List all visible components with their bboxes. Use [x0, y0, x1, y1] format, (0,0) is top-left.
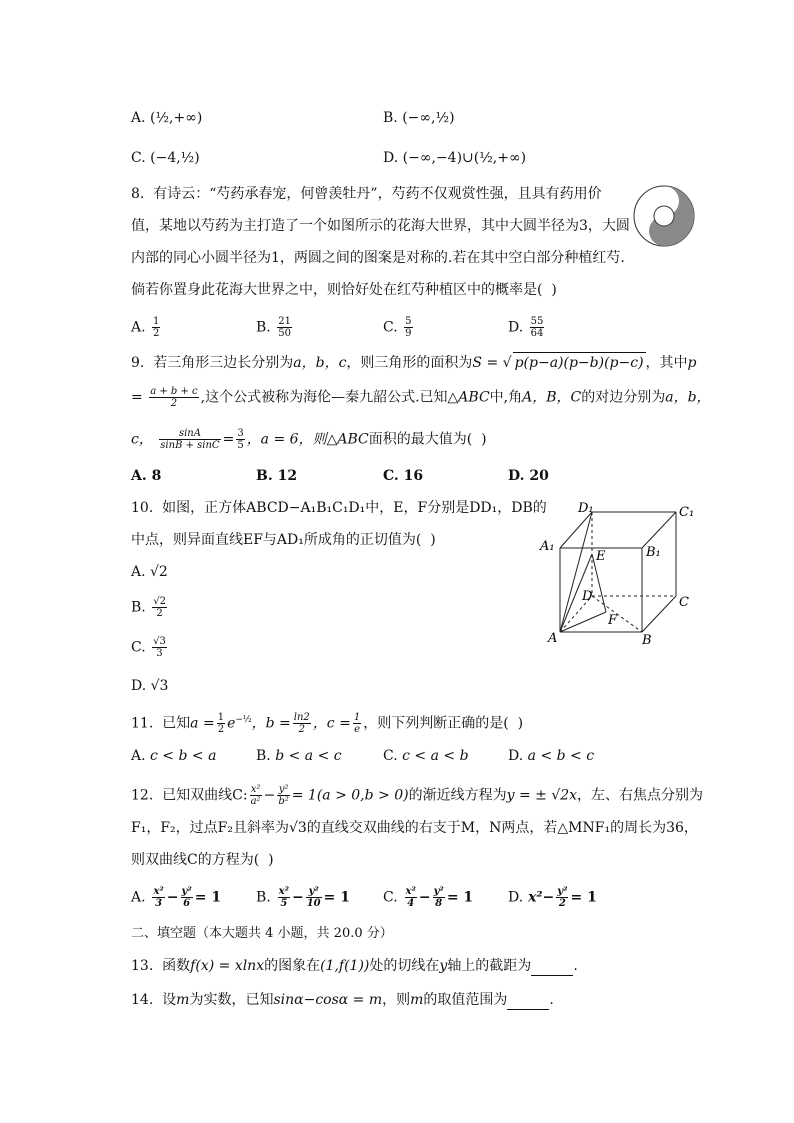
denominator: 64 — [530, 328, 544, 339]
q9-line-2 — [131, 386, 711, 409]
denominator: 4 — [407, 898, 415, 909]
q10-line-2: 中点，则异面直线EF与AD₁所成角的正切值为( ) — [131, 532, 436, 548]
denominator: e — [354, 724, 360, 736]
q9-option-b — [256, 466, 297, 486]
option-label: C. — [383, 468, 399, 484]
denominator: 2 — [558, 898, 566, 909]
numerator: 1 — [353, 712, 361, 724]
option-label: C. — [383, 319, 398, 336]
option-label: A. — [131, 564, 146, 580]
text: 的图象在 — [264, 958, 321, 974]
denominator: b² — [278, 796, 289, 807]
label-d: D — [582, 589, 593, 604]
math: f(x) = xlnx — [190, 958, 265, 974]
math: △ABC — [447, 389, 490, 406]
numerator: 1 — [217, 712, 225, 724]
numerator: 1 — [153, 316, 160, 327]
fraction — [159, 428, 220, 451]
text: . — [549, 992, 554, 1008]
option-label: B. — [256, 468, 273, 484]
label-c1: C₁ — [679, 505, 695, 520]
label-f: F — [608, 613, 618, 628]
math: a，b， — [665, 389, 711, 406]
numerator: x² — [278, 886, 289, 897]
denominator: 3 — [155, 898, 163, 909]
option-text: √2 — [150, 564, 168, 580]
numerator: √2 — [153, 596, 166, 607]
option-fraction — [404, 316, 412, 339]
q9-line-3 — [131, 428, 487, 451]
option-label: B. — [383, 110, 398, 126]
text: 面积的最大值为( ) — [368, 431, 487, 448]
q9-option-d — [508, 466, 549, 486]
numerator: sinA — [159, 428, 220, 440]
fraction — [149, 386, 198, 409]
label-a1: A₁ — [540, 539, 555, 554]
option-label: C. — [131, 639, 146, 656]
math: ，c = — [312, 715, 351, 732]
text: = — [131, 389, 143, 406]
fraction — [278, 886, 290, 909]
numerator: y² — [433, 886, 444, 897]
numerator: a + b + c — [150, 386, 198, 397]
q8-line-4: 倘若你置身此花海大世界之中，则恰好处在红芍种植区中的概率是( ) — [131, 282, 557, 298]
denominator: 2 — [170, 398, 178, 409]
text: 的渐近线方程为 — [408, 787, 507, 804]
q10-option-c — [131, 636, 169, 659]
text: ,这个公式被称为海伦—秦九韶公式.已知 — [200, 389, 448, 406]
q12-option-b: B. $\frac{\text{x²}}{5}$ − $\frac{\text{y²}}{10}$ = 1 — [256, 886, 350, 909]
option-label: A. — [131, 468, 147, 484]
q7-option-b — [383, 108, 455, 128]
denominator: 2 — [156, 608, 163, 619]
answer-blank[interactable] — [507, 995, 549, 1010]
label-d1: D₁ — [578, 501, 594, 516]
option-label: C. — [383, 748, 398, 764]
fraction — [217, 712, 225, 735]
text: 为实数，已知 — [189, 992, 274, 1008]
q9-option-c — [383, 466, 423, 486]
exponent: −½ — [235, 715, 252, 725]
option-label: C. — [131, 150, 146, 166]
numerator: y² — [306, 886, 322, 898]
q10-line-1: 10. 如图，正方体ABCD−A₁B₁C₁D₁中，E，F分别是DD₁，DB的 — [131, 500, 547, 516]
math: p — [687, 355, 697, 371]
denominator: 50 — [278, 328, 291, 339]
text: 11. 已知 — [131, 715, 191, 732]
option-label: C. — [383, 889, 398, 906]
numerator: y² — [278, 784, 289, 795]
option-text: a < b < c — [527, 748, 595, 764]
math: = 1(a > 0,b > 0) — [291, 787, 409, 804]
denominator: 3 — [156, 648, 163, 659]
text: 中,角 — [489, 389, 523, 406]
denominator: sinB + sinC — [160, 440, 220, 451]
numerator: √3 — [153, 636, 166, 647]
option-text: 8 — [151, 468, 162, 484]
fraction — [277, 784, 289, 807]
option-fraction — [277, 316, 292, 339]
text: 14. 设 — [131, 992, 177, 1008]
text: 处的切线在 — [369, 958, 440, 974]
option-text: 12 — [277, 468, 298, 484]
q10-option-d — [131, 676, 168, 696]
option-text: 20 — [529, 468, 549, 484]
option-label: D. — [508, 468, 525, 484]
text: = 1 — [570, 889, 597, 906]
flower-sea-figure — [632, 184, 696, 248]
numerator: 21 — [278, 316, 291, 327]
text: ，则下列判断正确的是( ) — [363, 715, 524, 732]
fraction — [250, 784, 262, 807]
text: − — [263, 787, 276, 804]
option-text: c < b < a — [150, 748, 217, 764]
numerator: ln2 — [293, 712, 310, 724]
denominator: 2 — [153, 328, 160, 339]
option-label: D. — [131, 678, 147, 694]
option-label: D. — [508, 889, 524, 906]
q8-option-a — [131, 316, 162, 339]
text: ，左、右焦点分别为 — [577, 787, 704, 804]
option-fraction — [152, 596, 167, 619]
numerator: 5 — [405, 316, 412, 327]
numerator: y² — [557, 886, 568, 897]
q9-option-a — [131, 466, 161, 486]
fraction — [306, 886, 322, 909]
text: 13. 函数 — [131, 958, 191, 974]
option-label: D. — [508, 748, 524, 764]
math: A，B，C — [522, 389, 582, 406]
denominator: 5 — [237, 440, 244, 451]
q8-line-1: 8. 有诗云：“芍药承春宠，何曾羡牡丹”，芍药不仅观赏性强，且具有药用价 — [131, 186, 602, 202]
math: S = — [472, 355, 503, 371]
option-text: 16 — [403, 468, 424, 484]
fraction — [236, 428, 244, 451]
cube-figure — [536, 496, 706, 652]
option-label: A. — [131, 889, 146, 906]
option-label: D. — [383, 150, 399, 166]
math: a，b，c — [293, 355, 347, 371]
math: ，a = 6，则 — [246, 431, 327, 448]
label-c: C — [679, 595, 689, 610]
math: x²− — [528, 889, 555, 906]
math: m — [176, 992, 190, 1008]
answer-blank[interactable] — [531, 961, 573, 976]
denominator: 2 — [217, 724, 225, 736]
denominator: 2 — [298, 724, 305, 736]
q12-line-3: 则双曲线C的方程为( ) — [131, 852, 274, 868]
option-text: (−∞,−4)∪(½,+∞) — [402, 150, 527, 166]
text: 9. 若三角形三边长分别为 — [131, 355, 294, 371]
math: y — [439, 958, 448, 974]
q12-option-c: C. $\frac{\text{x²}}{4}$ − $\frac{\text{y²}}{8}$ = 1 — [383, 886, 474, 909]
label-e: E — [596, 549, 606, 564]
option-label: A. — [131, 319, 146, 336]
fraction — [181, 886, 193, 909]
denominator: 8 — [435, 898, 443, 909]
option-text: c < a < b — [402, 748, 469, 764]
math: y = ± √2x — [506, 787, 578, 804]
option-text: b < a < c — [275, 748, 342, 764]
q13-line — [131, 956, 578, 976]
section-heading: 二、填空题（本大题共 4 小题，共 20.0 分） — [131, 926, 393, 941]
numerator: y² — [181, 886, 192, 897]
text: 的对边分别为 — [581, 389, 666, 406]
q8-line-2: 值，某地以芍药为主打造了一个如图所示的花海大世界，其中大圆半径为3，大圆 — [131, 218, 630, 234]
numerator: x² — [250, 784, 261, 795]
q12-line-1 — [131, 784, 703, 807]
option-fraction — [152, 636, 167, 659]
fraction — [293, 712, 311, 735]
math: (1,f(1)) — [320, 958, 370, 974]
fraction — [556, 886, 568, 909]
fraction — [433, 886, 445, 909]
q12-option-d — [508, 886, 597, 909]
q7-option-c — [131, 148, 200, 168]
fraction — [152, 886, 164, 909]
option-label: A. — [131, 110, 146, 126]
text: = 1 — [446, 889, 474, 906]
q7-option-a — [131, 108, 202, 128]
q11-line-1 — [131, 710, 523, 735]
text: ，其中 — [645, 355, 688, 371]
denominator: a² — [250, 796, 261, 807]
label-a: A — [548, 631, 558, 646]
q10-option-b — [131, 596, 169, 619]
text: 轴上的截距为 — [447, 958, 532, 974]
radicand: p(p−a)(p−b)(p−c) — [513, 352, 646, 373]
q11-option-c — [383, 746, 469, 766]
math: a = — [190, 715, 215, 732]
denominator: 6 — [183, 898, 191, 909]
text: = — [222, 431, 235, 448]
fraction — [405, 886, 417, 909]
math: m — [410, 992, 424, 1008]
numerator: 55 — [530, 316, 544, 327]
q7-option-d — [383, 148, 526, 168]
denominator: 9 — [405, 328, 412, 339]
q8-option-b — [256, 316, 294, 339]
numerator: 3 — [237, 428, 244, 439]
option-label: B. — [256, 889, 271, 906]
numerator: x² — [405, 886, 416, 897]
option-label: B. — [256, 319, 271, 336]
q10-option-a — [131, 562, 168, 582]
q12-line-2: F₁，F₂，过点F₂且斜率为√3的直线交双曲线的右支于M，N两点，若△MNF₁的周长为36， — [131, 820, 698, 836]
denominator: 10 — [306, 898, 321, 909]
q11-option-a — [131, 746, 216, 766]
text: = 1 — [194, 889, 222, 906]
q14-line — [131, 990, 554, 1010]
option-fraction — [530, 316, 545, 339]
q11-option-b — [256, 746, 342, 766]
option-label: B. — [256, 748, 271, 764]
text: = 1 — [323, 889, 350, 906]
option-text: √3 — [150, 678, 169, 694]
math: e — [227, 715, 236, 732]
option-text: (−4,½) — [150, 150, 200, 166]
text: 12. 已知双曲线C: — [131, 787, 248, 804]
option-text: (−∞,½) — [402, 110, 455, 126]
label-b: B — [642, 633, 652, 648]
text: ，则 — [382, 992, 411, 1008]
q9-line-1: 9. 若三角形三边长分别为a，b，c，则三角形的面积为S = √ p(p−a)(p−b)(p−c) ，其中p — [131, 352, 697, 373]
label-b1: B₁ — [646, 545, 661, 560]
denominator: 5 — [280, 898, 288, 909]
numerator: x² — [153, 886, 164, 897]
q8-line-3: 内部的同心小圆半径为1，两圆之间的图案是对称的.若在其中空白部分种植红芍. — [131, 250, 625, 266]
q8-option-d — [508, 316, 546, 339]
option-label: D. — [508, 319, 524, 336]
math: ，b = — [251, 715, 291, 732]
math: sinα−cosα = m — [273, 992, 383, 1008]
text: 的取值范围为 — [423, 992, 508, 1008]
q11-option-d — [508, 746, 594, 766]
option-fraction — [152, 316, 160, 339]
math: △ABC — [326, 431, 369, 448]
option-label: A. — [131, 748, 146, 764]
q8-option-c — [383, 316, 415, 339]
fraction — [353, 712, 361, 735]
text: ，则三角形的面积为 — [346, 355, 473, 371]
q12-option-a: A. $\frac{\text{x²}}{3}$ − $\frac{\text{y²}}{6}$ = 1 — [131, 886, 222, 909]
text: . — [573, 958, 578, 974]
math: c， — [131, 431, 153, 448]
option-label: B. — [131, 599, 146, 616]
option-text: (½,+∞) — [150, 110, 203, 126]
